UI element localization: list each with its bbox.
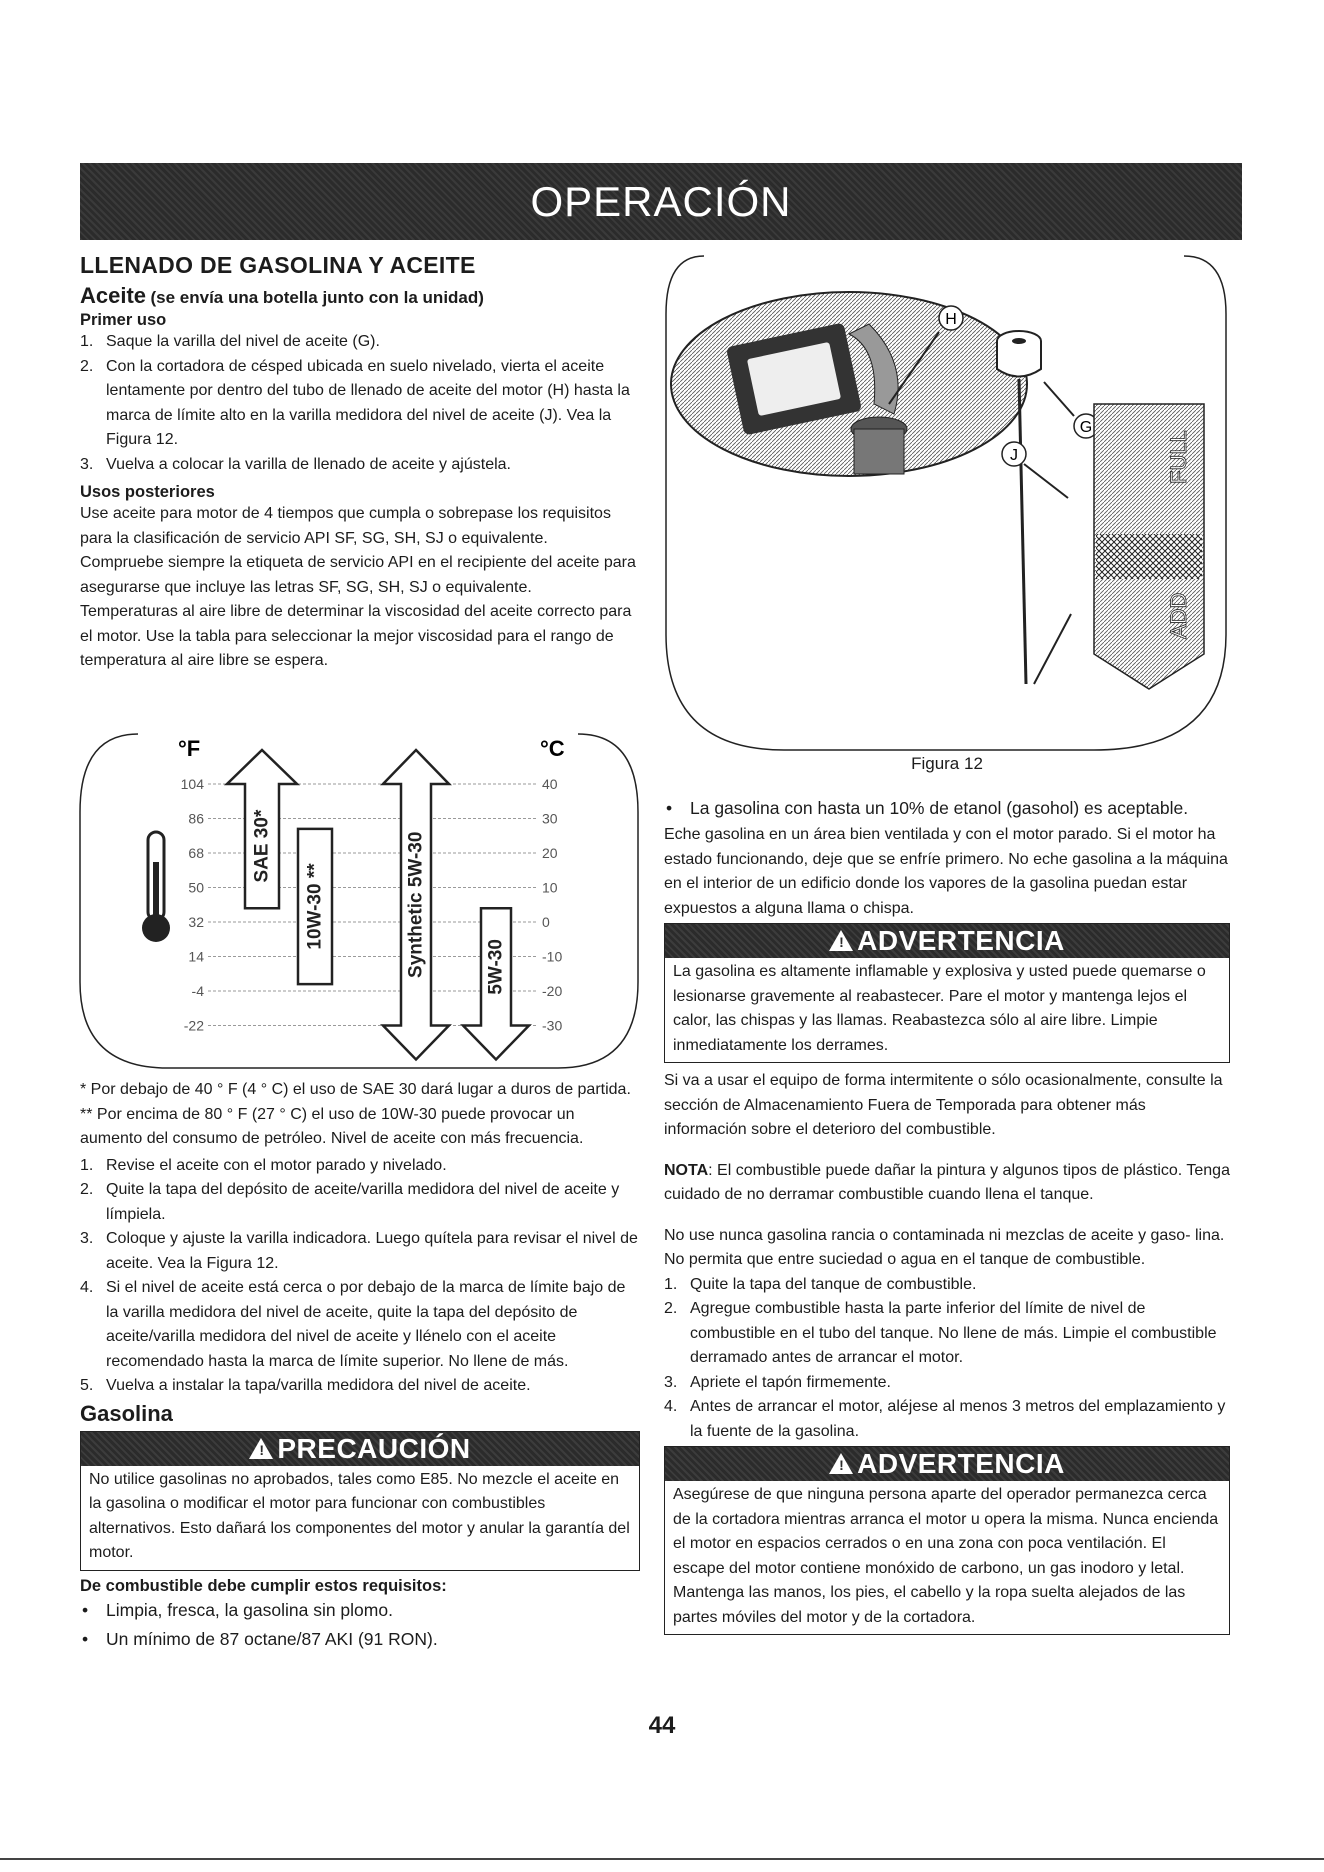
celsius-tick-label: 20 bbox=[542, 845, 558, 861]
list-item: 1. Quite la tapa del tanque de combustible. bbox=[664, 1275, 977, 1293]
refuel-paragraph: Eche gasolina en un área bien ventilada y con el motor parado. Si el motor ha estado funcionando, deje que se enfríe primero. No eche gasolina a la máquina en el interior de un edificio donde los vapores de la gasolina puedan estar expuestos a alguna llama o chispa. bbox=[664, 826, 1228, 917]
list-item: • Un mínimo de 87 octane/87 AKI (91 RON). bbox=[82, 1628, 438, 1649]
celsius-tick-label: 0 bbox=[542, 914, 550, 930]
warning-header bbox=[665, 924, 1229, 958]
list-item: 1. Saque la varilla del nivel de aceite (G). bbox=[80, 333, 380, 350]
viscosity-bar-label: 5W-30 bbox=[485, 939, 507, 995]
svg-text:J: J bbox=[1010, 447, 1018, 464]
list-item: 5. Vuelva a instalar la tapa/varilla medidora del nivel de aceite. bbox=[80, 1377, 531, 1394]
warning-triangle-icon: ! bbox=[829, 1453, 853, 1474]
fahrenheit-tick-label: -4 bbox=[191, 983, 204, 999]
later-use-p1: Use aceite para motor de 4 tiempos que cumpla o sobrepase los requisitos para la clasificación de servicio API SF, SG, SH, SJ o equivalente. bbox=[80, 505, 611, 547]
dipstick-blade-closeup bbox=[1094, 404, 1204, 689]
caution-text: No utilice gasolinas no aprobados, tales como E85. No mezcle el aceite en la gasolina o modificar el motor para funcionar con combustibles alternativos. Esto dañará los componentes del motor y anular la garantía del motor. bbox=[89, 1470, 630, 1561]
check-oil-steps bbox=[80, 1154, 640, 1399]
list-item: 3. Apriete el tapón firmemente. bbox=[664, 1373, 891, 1391]
caution-header bbox=[81, 1432, 639, 1466]
celsius-tick-label: 40 bbox=[542, 776, 558, 792]
note-label: NOTA bbox=[664, 1161, 709, 1179]
note-paragraph bbox=[664, 1159, 1230, 1208]
engine-oil-fill-tube-illustration bbox=[671, 292, 1027, 476]
warning-box-operation bbox=[664, 1446, 1230, 1635]
note-text: : El combustible puede dañar la pintura y algunos tipos de plástico. Tenga cuidado de no derramar combustible cuando llena el tanque. bbox=[664, 1161, 1230, 1203]
ethanol-bullet bbox=[664, 794, 1230, 823]
page-banner bbox=[80, 163, 1242, 240]
svg-text:H: H bbox=[945, 311, 957, 328]
celsius-tick-label: -30 bbox=[542, 1017, 563, 1034]
page-bottom-rule bbox=[0, 1858, 1324, 1860]
warning-header bbox=[665, 1447, 1229, 1481]
footnote-10w30: ** Por encima de 80 ° F (27 ° C) el uso de 10W-30 puede provocar un aumento del consumo de petróleo. Nivel de aceite con más frecuencia. bbox=[80, 1105, 584, 1147]
fahrenheit-tick-label: -22 bbox=[183, 1017, 204, 1034]
footnote-sae30: * Por debajo de 40 ° F (4 ° C) el uso de SAE 30 dará lugar a duros de partida. bbox=[80, 1081, 631, 1098]
left-column-top bbox=[80, 252, 640, 674]
oil-viscosity-chart bbox=[78, 732, 642, 1072]
viscosity-bar-label: Synthetic 5W-30 bbox=[405, 831, 427, 978]
dipstick-full-mark: FULL bbox=[1166, 430, 1191, 484]
warning-title: ADVERTENCIA bbox=[857, 1448, 1065, 1479]
oil-heading-row bbox=[80, 283, 640, 309]
fahrenheit-ticks bbox=[181, 776, 205, 1034]
right-column bbox=[664, 794, 1230, 1635]
figure-12 bbox=[664, 254, 1230, 754]
warning-text: La gasolina es altamente inflamable y explosiva y usted puede quemarse o lesionarse gravemente al reabastecer. Pare el motor y mantenga lejos el calor, las chispas y las llamas. Reabastezca sólo al aire libre. Limpie inmediatamente los derrames. bbox=[673, 963, 1206, 1054]
caution-title: PRECAUCIÓN bbox=[277, 1432, 471, 1464]
list-item: 2. Agregue combustible hasta la parte inferior del límite de nivel de combustible en el tubo del tanque. No llene de más. Limpie el combustible derramado antes de arrancar el motor. bbox=[664, 1300, 1217, 1366]
storage-paragraph: Si va a usar el equipo de forma intermitente o sólo ocasionalmente, consulte la sección de Almacenamiento Fuera de Temporada para obtener más información sobre el deterioro del combustible. bbox=[664, 1072, 1223, 1138]
fuel-requirements-heading: De combustible debe cumplir estos requisitos: bbox=[80, 1576, 447, 1595]
viscosity-bars bbox=[227, 750, 529, 1060]
later-use-p3: Temperaturas al aire libre de determinar la viscosidad del aceite correcto para el motor. Use la tabla para seleccionar la mejor viscosidad para el rango de temperatura al aire libre se espera. bbox=[80, 603, 632, 669]
caution-box bbox=[80, 1431, 640, 1571]
page-title: OPERACIÓN bbox=[530, 177, 792, 225]
fuel-requirements-list bbox=[80, 1596, 640, 1654]
celsius-tick-label: 30 bbox=[542, 810, 558, 827]
list-item: 4. Antes de arrancar el motor, aléjese al menos 3 metros del emplazamiento y la fuente de la gasolina. bbox=[664, 1398, 1226, 1440]
fahrenheit-tick-label: 86 bbox=[188, 810, 204, 827]
left-column-bottom bbox=[80, 1078, 640, 1654]
later-use-p2: Compruebe siempre la etiqueta de servicio API en el recipiente del aceite para asegurarse que incluye las letras SF, SG, SH, SJ o equivalente. bbox=[80, 554, 636, 596]
page-number: 44 bbox=[648, 1712, 676, 1739]
fill-fuel-steps bbox=[664, 1273, 1230, 1445]
list-item: • Limpia, fresca, la gasolina sin plomo. bbox=[82, 1599, 393, 1620]
first-use-heading: Primer uso bbox=[80, 311, 167, 329]
celsius-tick-label: -10 bbox=[542, 948, 563, 965]
list-item: 3. Coloque y ajuste la varilla indicadora. Luego quítela para revisar el nivel de aceite. Vea la Figura 12. bbox=[80, 1230, 638, 1272]
list-item: 2. Quite la tapa del depósito de aceite/varilla medidora del nivel de aceite y límpiela. bbox=[80, 1181, 620, 1223]
viscosity-bar-label: SAE 30* bbox=[251, 809, 273, 883]
fahrenheit-tick-label: 32 bbox=[188, 914, 204, 930]
list-item: 4. Si el nivel de aceite está cerca o por debajo de la marca de límite bajo de la varilla medidora del nivel de aceite, quite la tapa del depósito de aceite/varilla medidora del nivel de aceite y llénelo con el aceite recomendado hasta la marca de límite superior. No llene de más. bbox=[80, 1279, 626, 1370]
celsius-tick-label: -20 bbox=[542, 983, 563, 999]
fahrenheit-tick-label: 14 bbox=[188, 948, 204, 965]
oil-heading-note: (se envía una botella junto con la unidad) bbox=[150, 288, 484, 307]
fahrenheit-tick-label: 68 bbox=[188, 845, 204, 861]
list-item: 2. Con la cortadora de césped ubicada en suelo nivelado, vierta el aceite lentamente por dentro del tubo de llenado de aceite del motor (H) hasta la marca de límite alto en la varilla medidora del nivel de aceite (J). Vea la Figura 12. bbox=[80, 357, 630, 448]
warning-triangle-icon: ! bbox=[829, 930, 853, 951]
celsius-tick-label: 10 bbox=[542, 879, 558, 896]
celsius-ticks bbox=[542, 776, 562, 1034]
unit-c-label: °C bbox=[540, 736, 565, 761]
warning-triangle-icon: ! bbox=[249, 1438, 273, 1459]
first-use-steps bbox=[80, 330, 640, 477]
viscosity-bar-label: 10W-30 ** bbox=[304, 863, 326, 950]
warning-text: Asegúrese de que ninguna persona aparte del operador permanezca cerca de la cortadora mientras arranca el motor u opera la misma. Nunca encienda el motor en espacios cerrados o en una zona con poca ventilación. El escape del motor contiene monóxido de carbono, un gas inodoro y letal. Mantenga las manos, los pies, el cabello y la ropa suelta alejados de las partes móviles del motor y de la cortadora. bbox=[673, 1486, 1219, 1626]
later-use-heading: Usos posteriores bbox=[80, 483, 215, 501]
figure-caption: Figura 12 bbox=[911, 754, 983, 773]
warning-title: ADVERTENCIA bbox=[857, 925, 1065, 956]
fahrenheit-tick-label: 104 bbox=[180, 776, 204, 792]
oil-heading: Aceite bbox=[80, 283, 147, 308]
unit-f-label: °F bbox=[178, 736, 201, 761]
label-h bbox=[939, 306, 963, 330]
thermometer-icon bbox=[142, 832, 170, 942]
stale-fuel-paragraph: No use nunca gasolina rancia o contaminada ni mezclas de aceite y gaso- lina. No permita que entre suciedad o agua en el tanque de combustible. bbox=[664, 1226, 1225, 1268]
warning-box-fuel bbox=[664, 923, 1230, 1063]
gasoline-heading: Gasolina bbox=[80, 1400, 173, 1426]
section-title: LLENADO DE GASOLINA Y ACEITE bbox=[80, 252, 476, 278]
fahrenheit-tick-label: 50 bbox=[188, 879, 204, 896]
list-item: 1. Revise el aceite con el motor parado y nivelado. bbox=[80, 1156, 447, 1174]
svg-text:G: G bbox=[1079, 419, 1093, 436]
label-j bbox=[1002, 442, 1026, 466]
list-item: 3. Vuelva a colocar la varilla de llenado de aceite y ajústela. bbox=[80, 455, 511, 473]
dipstick-add-mark: ADD bbox=[1166, 592, 1191, 639]
list-item: • La gasolina con hasta un 10% de etanol (gasohol) es aceptable. bbox=[666, 798, 1189, 818]
